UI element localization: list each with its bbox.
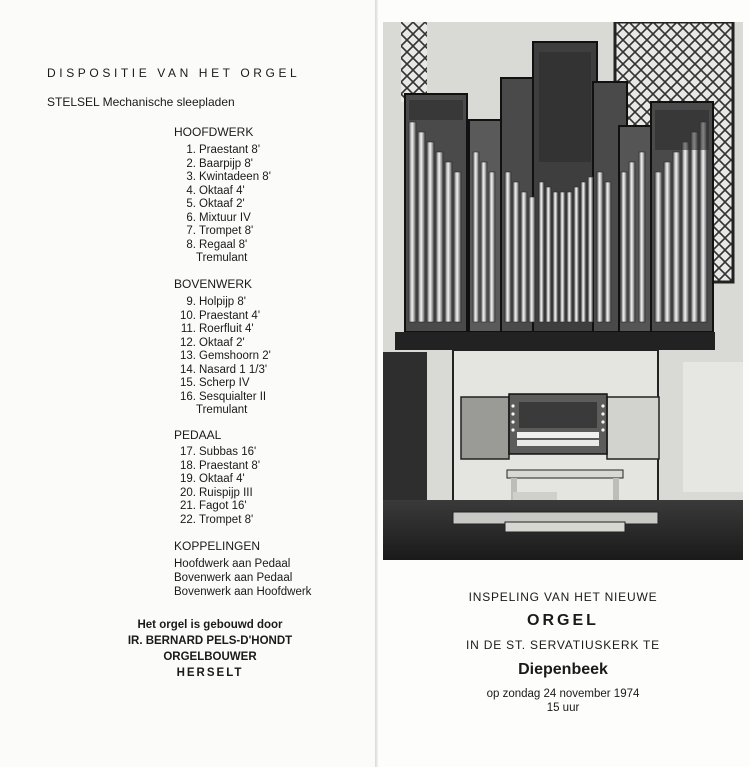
stop-number: 9.	[186, 296, 196, 308]
stop-name: Praestant 8'	[199, 144, 261, 156]
stop-item	[174, 514, 260, 528]
stop-list-hoofdwerk	[174, 144, 271, 266]
stop-name: Nasard 1 1/3'	[199, 363, 268, 376]
stop-name: Praestant 8'	[199, 459, 261, 472]
stop-name: Gemshoorn 2'	[199, 350, 271, 362]
section-title-pedaal: PEDAAL	[174, 428, 222, 442]
right-wall	[683, 362, 743, 492]
stop-number: 13.	[180, 350, 196, 362]
stop-name: Oktaaf 4'	[199, 473, 245, 485]
stop-name: Oktaaf 4'	[199, 184, 245, 197]
stop-name: Roerfluit 4'	[199, 323, 254, 335]
stop-item	[174, 473, 260, 487]
stop-number: 15.	[180, 377, 196, 389]
stop-name: Baarpijp 8'	[199, 157, 253, 170]
stop-number: 5.	[186, 198, 196, 210]
stop-number: 18.	[180, 459, 196, 472]
stop-item	[174, 212, 271, 226]
disposition-heading: DISPOSITIE VAN HET ORGEL	[47, 66, 301, 80]
side-shadow	[383, 352, 427, 502]
stop-item	[174, 377, 271, 391]
stop-item	[174, 185, 271, 199]
stop-name: Sesquialter II	[199, 390, 267, 403]
stop-item	[174, 323, 271, 337]
builder-profession: ORGELBOUWER	[163, 651, 257, 663]
inspeling-line: INSPELING VAN HET NIEUWE	[468, 590, 658, 604]
church-line: IN DE ST. SERVATIUSKERK TE	[466, 638, 660, 652]
stop-number: 7.	[186, 225, 196, 237]
stop-name: Subbas 16'	[199, 446, 257, 458]
stop-number: 14.	[180, 363, 196, 376]
stop-item	[174, 158, 271, 172]
console-door-left	[461, 397, 509, 459]
stop-number: 6.	[186, 211, 196, 224]
stop-item	[174, 500, 260, 514]
stop-item	[174, 364, 271, 378]
organ-bench	[507, 470, 623, 478]
stop-list-pedaal	[174, 446, 260, 527]
organ-impost	[395, 332, 715, 350]
tremulant-hoofdwerk: Tremulant	[196, 252, 248, 264]
stop-name: Fagot 16'	[199, 500, 247, 512]
coupling-item: Bovenwerk aan Hoofdwerk	[174, 586, 312, 598]
orgel-title: ORGEL	[527, 612, 599, 629]
stop-item	[174, 144, 271, 158]
stop-list-bovenwerk	[174, 296, 271, 418]
stop-number: 22.	[180, 513, 196, 526]
stop-item	[174, 350, 271, 364]
stop-name: Ruispijp III	[199, 486, 253, 499]
stop-number: 10.	[180, 309, 196, 322]
system-line: STELSEL Mechanische sleepladen	[47, 95, 235, 109]
stop-number: 16.	[180, 390, 196, 403]
stop-number: 21.	[180, 500, 196, 512]
section-title-koppelingen: KOPPELINGEN	[174, 539, 261, 553]
stop-name: Kwintadeen 8'	[199, 171, 271, 183]
stop-number: 1.	[186, 144, 196, 156]
organ-photo	[383, 22, 743, 560]
stop-item	[174, 239, 271, 253]
stop-number: 3.	[186, 171, 196, 183]
coupling-list	[174, 557, 311, 599]
stop-number: 11.	[180, 323, 196, 335]
stop-item	[174, 460, 260, 474]
stop-name: Oktaaf 2'	[199, 198, 245, 210]
stop-name: Praestant 4'	[199, 309, 261, 322]
stop-item	[174, 171, 271, 185]
stop-number: 2.	[186, 157, 196, 170]
window-left	[401, 22, 427, 102]
stop-number: 12.	[180, 336, 196, 349]
stop-name: Oktaaf 2'	[199, 336, 245, 349]
stop-item	[174, 446, 260, 460]
stop-number: 20.	[180, 486, 196, 499]
stop-name: Trompet 8'	[199, 513, 254, 526]
builder-town: HERSELT	[176, 667, 244, 679]
coupling-item: Hoofdwerk aan Pedaal	[174, 558, 291, 570]
builder-intro: Het orgel is gebouwd door	[137, 619, 283, 631]
date-line: op zondag 24 november 1974	[486, 688, 640, 700]
section-title-bovenwerk: BOVENWERK	[174, 277, 253, 291]
stop-name: Holpijp 8'	[199, 296, 246, 308]
stop-item	[174, 198, 271, 212]
stop-name: Mixtuur IV	[199, 211, 251, 224]
stop-item	[174, 487, 260, 501]
stop-item	[174, 310, 271, 324]
stop-number: 19.	[180, 473, 196, 485]
coupling-item: Bovenwerk aan Pedaal	[174, 572, 293, 584]
stop-item	[174, 337, 271, 351]
stop-item	[174, 225, 271, 239]
tremulant-bovenwerk: Tremulant	[196, 404, 248, 416]
stop-item	[174, 391, 271, 405]
time-line: 15 uur	[546, 702, 580, 714]
stop-name: Regaal 8'	[199, 238, 248, 251]
section-title-hoofdwerk: HOOFDWERK	[174, 125, 254, 139]
stop-item	[174, 296, 271, 310]
stop-name: Scherp IV	[199, 377, 250, 389]
stop-number: 8.	[186, 238, 196, 251]
console-door-right	[607, 397, 659, 459]
stop-name: Trompet 8'	[199, 225, 254, 237]
stop-number: 4.	[186, 184, 196, 197]
place-name: Diepenbeek	[518, 661, 608, 678]
stop-number: 17.	[180, 446, 196, 458]
builder-name: IR. BERNARD PELS-D'HONDT	[127, 635, 293, 647]
